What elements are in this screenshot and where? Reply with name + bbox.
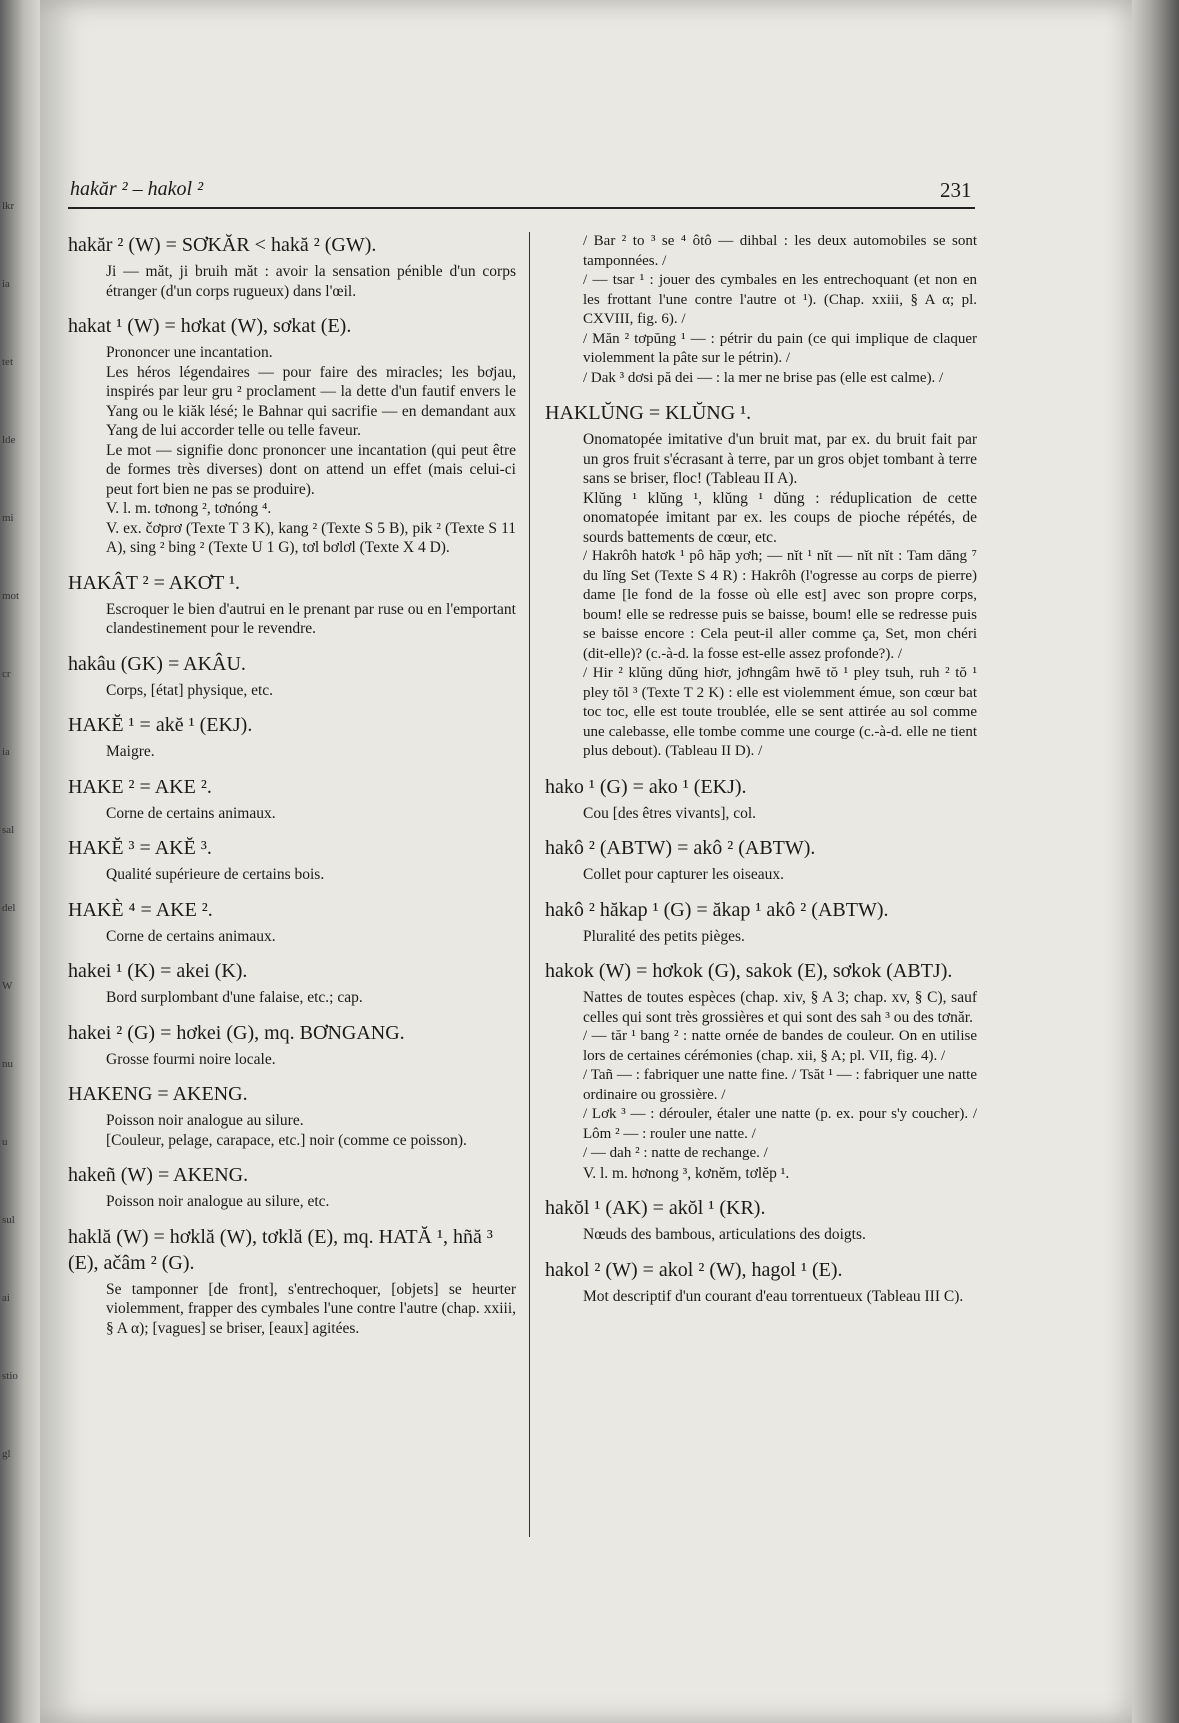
dictionary-entry xyxy=(545,835,977,885)
entry-line: Prononcer une incantation. xyxy=(106,344,273,361)
entry-line: Les héros légendaires — pour faire des miracles; les bơjau, inspirés par leur gru ² proclament — la dette d'un fautif envers le Yang ou le kiăk lésé; le Bahnar qui sacrifie — en demandant aux Yang de lui accorder telle ou telle faveur. xyxy=(106,363,516,439)
left-column xyxy=(68,232,516,1350)
entry-headword: HAKĔ ³ = AKĔ ³. xyxy=(68,837,212,859)
adjacent-page-edge xyxy=(0,0,40,1723)
entry-line: / Hir ² klŭng dŭng hiơr, jơhngâm hwĕ tŏ ¹ pley tsuh, ruh ² tŏ ¹ pley tŏl ³ (Texte T 2 K) : elle est violemment émue, son cœur bat toc toc, elle est toute troublée, elle se sent attirée au sol comme une calebasse, elle tombe comme une courge (c.-à-d. elle ne tient plus debout). (Tableau II D). / xyxy=(583,665,977,759)
entry-line: Onomatopée imitative d'un bruit mat, par ex. du bruit fait par un gros fruit s'écrasant à terre, par un gros objet tombant à terre sans se briser, floc! (Tableau II A). xyxy=(583,431,977,487)
margin-fragment: u xyxy=(2,1136,8,1148)
dictionary-entry xyxy=(545,232,977,388)
page-number: 231 xyxy=(940,178,972,202)
entry-headword: hakăr ² (W) = SƠKĂR < hakă ² (GW). xyxy=(68,234,377,256)
right-column xyxy=(545,232,977,1318)
entry-headword: hakei ² (G) = hơkei (G), mq. BƠNGANG. xyxy=(68,1021,405,1044)
entry-headword: hakeñ (W) = AKENG. xyxy=(68,1164,249,1186)
entry-line: Corne de certains animaux. xyxy=(106,927,276,945)
entry-headword: HAKLŬNG = KLŬNG ¹. xyxy=(545,402,752,424)
dictionary-entry xyxy=(545,400,977,762)
entry-line: Poisson noir analogue au silure. xyxy=(106,1112,304,1129)
margin-fragment: lkr xyxy=(2,200,15,212)
header-rule xyxy=(68,207,975,209)
entry-line: Poisson noir analogue au silure, etc. xyxy=(106,1193,330,1210)
running-title: hakăr ² – hakol ² xyxy=(70,178,204,200)
entry-line: Ji — măt, ji bruih măt : avoir la sensation pénible d'un corps étranger (d'un corps rugueux) dans l'œil. xyxy=(106,263,516,300)
dictionary-entry xyxy=(545,897,977,947)
entry-headword: hakô ² hăkap ¹ (G) = ăkap ¹ akô ² (ABTW). xyxy=(545,898,889,921)
dictionary-entry xyxy=(68,712,516,762)
entry-headword: hakol ² (W) = akol ² (W), hagol ¹ (E). xyxy=(545,1258,843,1281)
entry-line: / — tăr ¹ bang ² : natte ornée de bandes de couleur. On en utilise lors de certaines cérémonies (chap. xii, § A; pl. VII, fig. 4). / xyxy=(583,1028,977,1064)
entry-line: Mot descriptif d'un courant d'eau torrentueux (Tableau III C). xyxy=(583,1287,964,1305)
entry-line: / Tañ — : fabriquer une natte fine. / Tsăt ¹ — : fabriquer une natte ordinaire ou grossière. / xyxy=(583,1067,977,1103)
entry-line: Escroquer le bien d'autrui en le prenant par ruse ou en l'emportant clandestinement pour le revendre. xyxy=(106,600,516,637)
entry-headword: hakok (W) = hơkok (G), sakok (E), sơkok (ABTJ). xyxy=(545,960,953,982)
entry-line: [Couleur, pelage, carapace, etc.] noir (comme ce poisson). xyxy=(106,1131,467,1149)
dictionary-entry xyxy=(68,313,516,558)
margin-fragment: mi xyxy=(2,512,14,524)
entry-headword: HAKĔ ¹ = akĕ ¹ (EKJ). xyxy=(68,714,253,736)
margin-fragment: ia xyxy=(2,278,10,290)
margin-fragment: ai xyxy=(2,1292,10,1304)
margin-fragment: sal xyxy=(2,824,15,836)
margin-fragment: cr xyxy=(2,668,11,680)
margin-fragment: ia xyxy=(2,746,10,758)
entry-line: / Lơk ³ — : dérouler, étaler une natte (p. ex. pour s'y coucher). / Lôm ² — : rouler une natte. / xyxy=(583,1106,977,1142)
entry-line: V. ex. čơprơ (Texte T 3 K), kang ² (Texte S 5 B), pik ² (Texte S 11 A), sing ² bing ² (Texte U 1 G), tơl bơlơl (Texte X 4 D). xyxy=(106,519,516,556)
margin-fragment: stio xyxy=(2,1370,18,1382)
entry-line: Se tamponner [de front], s'entrechoquer, [objets] se heurter violemment, frapper des cymbales l'une contre l'autre (chap. xxiii, § A α); [vagues] se briser, [eaux] agitées. xyxy=(106,1280,516,1337)
margin-fragment: gl xyxy=(2,1448,11,1460)
entry-line: Corne de certains animaux. xyxy=(106,804,276,822)
dictionary-entry xyxy=(68,1162,516,1212)
entry-line: / Hakrôh hatơk ¹ pô hăp yơh; — nĭt ¹ nĭt — nĭt nĭt : Tam dăng ⁷ du lĭng Set (Texte S 4 R) : Hakrôh (l'ogresse au corps de pierre) dame [le fond de la fosse où elle est] avec son propre corps, boum! elle se redresse puis se baisse, boum! elle se redresse puis se baisse encore : Cela peut-il aller comme ça, Set, mon chéri (dit-elle)? (c.-à-d. la fosse est-elle assez profonde?). / xyxy=(583,548,977,662)
dictionary-entry xyxy=(68,835,516,885)
dictionary-entry xyxy=(545,1195,977,1245)
margin-fragment: tet xyxy=(2,356,13,368)
dictionary-entry xyxy=(68,774,516,824)
entry-line: Klŭng ¹ klŭng ¹, klŭng ¹ dŭng : réduplication de cette onomatopée imitant par ex. les coups de pioche répétés, de sourds battements de cœur, etc. xyxy=(583,489,977,546)
margin-fragment: sul xyxy=(2,1214,15,1226)
margin-fragment: del xyxy=(2,902,16,914)
entry-line: Collet pour capturer les oiseaux. xyxy=(583,866,785,883)
entry-headword: haklă (W) = hơklă (W), tơklă (E), mq. HATĂ ¹, hñă ³ (E), ačâm ² (G). xyxy=(68,1225,493,1274)
margin-fragment: lde xyxy=(2,434,16,446)
entry-headword: HAKÈ ⁴ = AKE ². xyxy=(68,898,213,921)
entry-headword: hakô ² (ABTW) = akô ² (ABTW). xyxy=(545,837,816,859)
entry-headword: HAKE ² = AKE ². xyxy=(68,775,212,798)
entry-headword: HAKENG = AKENG. xyxy=(68,1083,248,1105)
dictionary-entry xyxy=(68,1020,516,1070)
dictionary-entry xyxy=(545,774,977,824)
dictionary-entry xyxy=(68,1081,516,1150)
column-divider xyxy=(529,232,530,1537)
dictionary-entry xyxy=(545,958,977,1183)
entry-line: V. l. m. tơnong ², tơnóng ⁴. xyxy=(106,500,272,517)
entry-line: / Bar ² to ³ se ⁴ ôtô — dihbal : les deux automobiles se sont tamponnées. / xyxy=(583,233,977,269)
dictionary-entry xyxy=(68,651,516,701)
dictionary-entry xyxy=(68,958,516,1008)
entry-line: / — dah ² : natte de rechange. / xyxy=(583,1145,768,1161)
entry-line: Qualité supérieure de certains bois. xyxy=(106,866,325,883)
entry-line: / Dak ³ dơsi pă dei — : la mer ne brise pas (elle est calme). / xyxy=(583,369,944,386)
entry-line: V. l. m. hơnong ³, kơnĕm, tơlĕp ¹. xyxy=(583,1164,790,1182)
dictionary-page xyxy=(40,0,1132,1723)
dictionary-entry xyxy=(68,232,516,301)
entry-line: / — tsar ¹ : jouer des cymbales en les entrechoquant (et non en les frottant l'une contre l'autre ot ¹). (Chap. xxiii, § A α; pl. CXVIII, fig. 6). / xyxy=(583,272,977,327)
entry-line: Nattes de toutes espèces (chap. xiv, § A 3; chap. xv, § C), sauf celles qui sont très grossières et qui sont des sah ³ ou des tơnăr. xyxy=(583,989,977,1026)
entry-line: Nœuds des bambous, articulations des doigts. xyxy=(583,1226,866,1243)
entry-line: Le mot — signifie donc prononcer une incantation (qui peut être de formes très diverses) dont on attend un effet (mais celui-ci peut fort bien ne pas se produire). xyxy=(106,441,516,498)
entry-line: Pluralité des petits pièges. xyxy=(583,927,745,945)
entry-headword: hakei ¹ (K) = akei (K). xyxy=(68,960,248,982)
entry-line: Bord surplombant d'une falaise, etc.; cap. xyxy=(106,989,363,1006)
book-edge xyxy=(1132,0,1179,1723)
entry-headword: HAKÂT ² = AKƠT ¹. xyxy=(68,571,240,594)
entry-line: Cou [des êtres vivants], col. xyxy=(583,804,757,822)
dictionary-entry xyxy=(68,1224,516,1339)
margin-fragment: mot xyxy=(2,590,20,602)
entry-line: / Măn ² tơpŭng ¹ — : pétrir du pain (ce qui implique de claquer violemment la pâte sur le pétrin). / xyxy=(583,330,977,366)
margin-fragment: nu xyxy=(2,1058,13,1070)
entry-line: Grosse fourmi noire locale. xyxy=(106,1050,276,1068)
entry-headword: hako ¹ (G) = ako ¹ (EKJ). xyxy=(545,775,747,798)
dictionary-entry xyxy=(545,1257,977,1307)
entry-line: Corps, [état] physique, etc. xyxy=(106,681,274,699)
dictionary-entry xyxy=(68,897,516,947)
entry-line: Maigre. xyxy=(106,743,155,760)
dictionary-entry xyxy=(68,570,516,639)
entry-headword: hakâu (GK) = AKÂU. xyxy=(68,652,246,675)
entry-headword: hakŏl ¹ (AK) = akŏl ¹ (KR). xyxy=(545,1197,766,1219)
entry-headword: hakat ¹ (W) = hơkat (W), sơkat (E). xyxy=(68,315,352,337)
margin-fragment: W xyxy=(2,980,13,992)
